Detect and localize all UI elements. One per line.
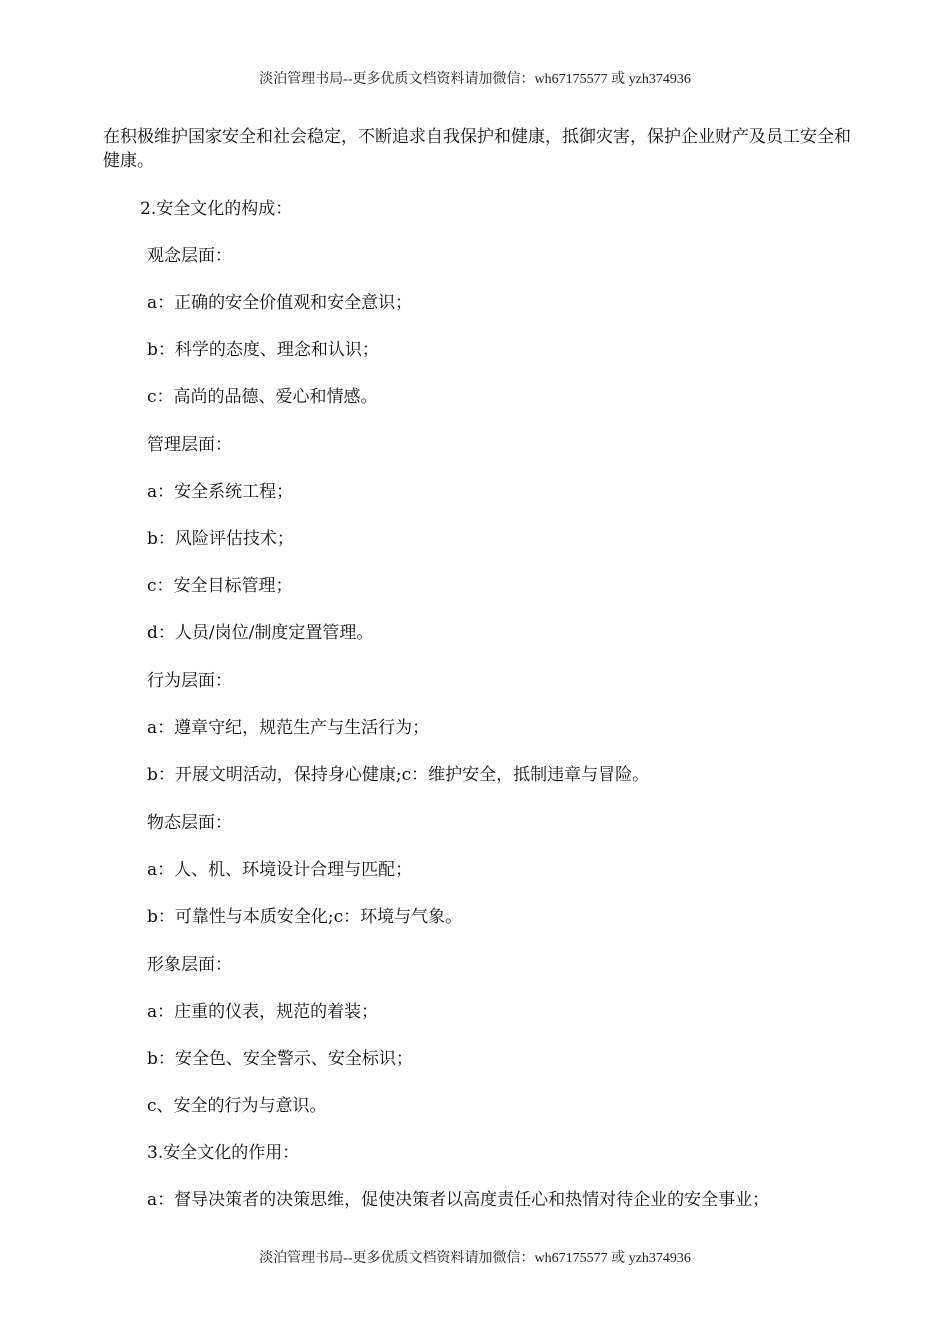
section-heading-composition: 2.安全文化的构成： <box>140 199 293 219</box>
list-item: c、安全的行为与意识。 <box>147 1096 327 1116</box>
list-item: a：督导决策者的决策思维，促使决策者以高度责任心和热情对待企业的安全事业； <box>147 1190 770 1210</box>
list-item: b：安全色、安全警示、安全标识； <box>147 1049 413 1069</box>
list-item: a：安全系统工程； <box>147 482 294 502</box>
intro-paragraph: 在积极维护国家安全和社会稳定，不断追求自我保护和健康，抵御灾害，保护企业财产及员工安全和健康。 <box>103 127 851 171</box>
list-item: c：高尚的品德、爱心和情感。 <box>147 387 378 407</box>
page-footer: 淡泊管理书局--更多优质文档资料请加微信：wh67175577 或 yzh374936 <box>259 1251 691 1266</box>
list-item: a：庄重的仪表，规范的着装； <box>147 1002 379 1022</box>
management-level-title: 管理层面： <box>147 435 232 455</box>
physical-level-title: 物态层面： <box>147 813 232 833</box>
list-item: d：人员/岗位/制度定置管理。 <box>147 623 374 643</box>
list-item: b：风险评估技术； <box>147 529 294 549</box>
list-item: c：安全目标管理； <box>147 576 293 596</box>
list-item: b：科学的态度、理念和认识； <box>147 340 379 360</box>
page-header: 淡泊管理书局--更多优质文档资料请加微信：wh67175577 或 yzh374936 <box>259 72 691 87</box>
list-item: a：人、机、环境设计合理与匹配； <box>147 860 413 880</box>
list-item: b：可靠性与本质安全化;c：环境与气象。 <box>147 907 463 927</box>
section-heading-function: 3.安全文化的作用： <box>147 1143 300 1163</box>
concept-level-title: 观念层面： <box>147 246 232 266</box>
list-item: b：开展文明活动，保持身心健康;c：维护安全，抵制违章与冒险。 <box>147 765 650 785</box>
image-level-title: 形象层面： <box>147 955 232 975</box>
list-item: a：遵章守纪，规范生产与生活行为； <box>147 718 430 738</box>
list-item: a：正确的安全价值观和安全意识； <box>147 293 413 313</box>
behavior-level-title: 行为层面： <box>147 671 232 691</box>
